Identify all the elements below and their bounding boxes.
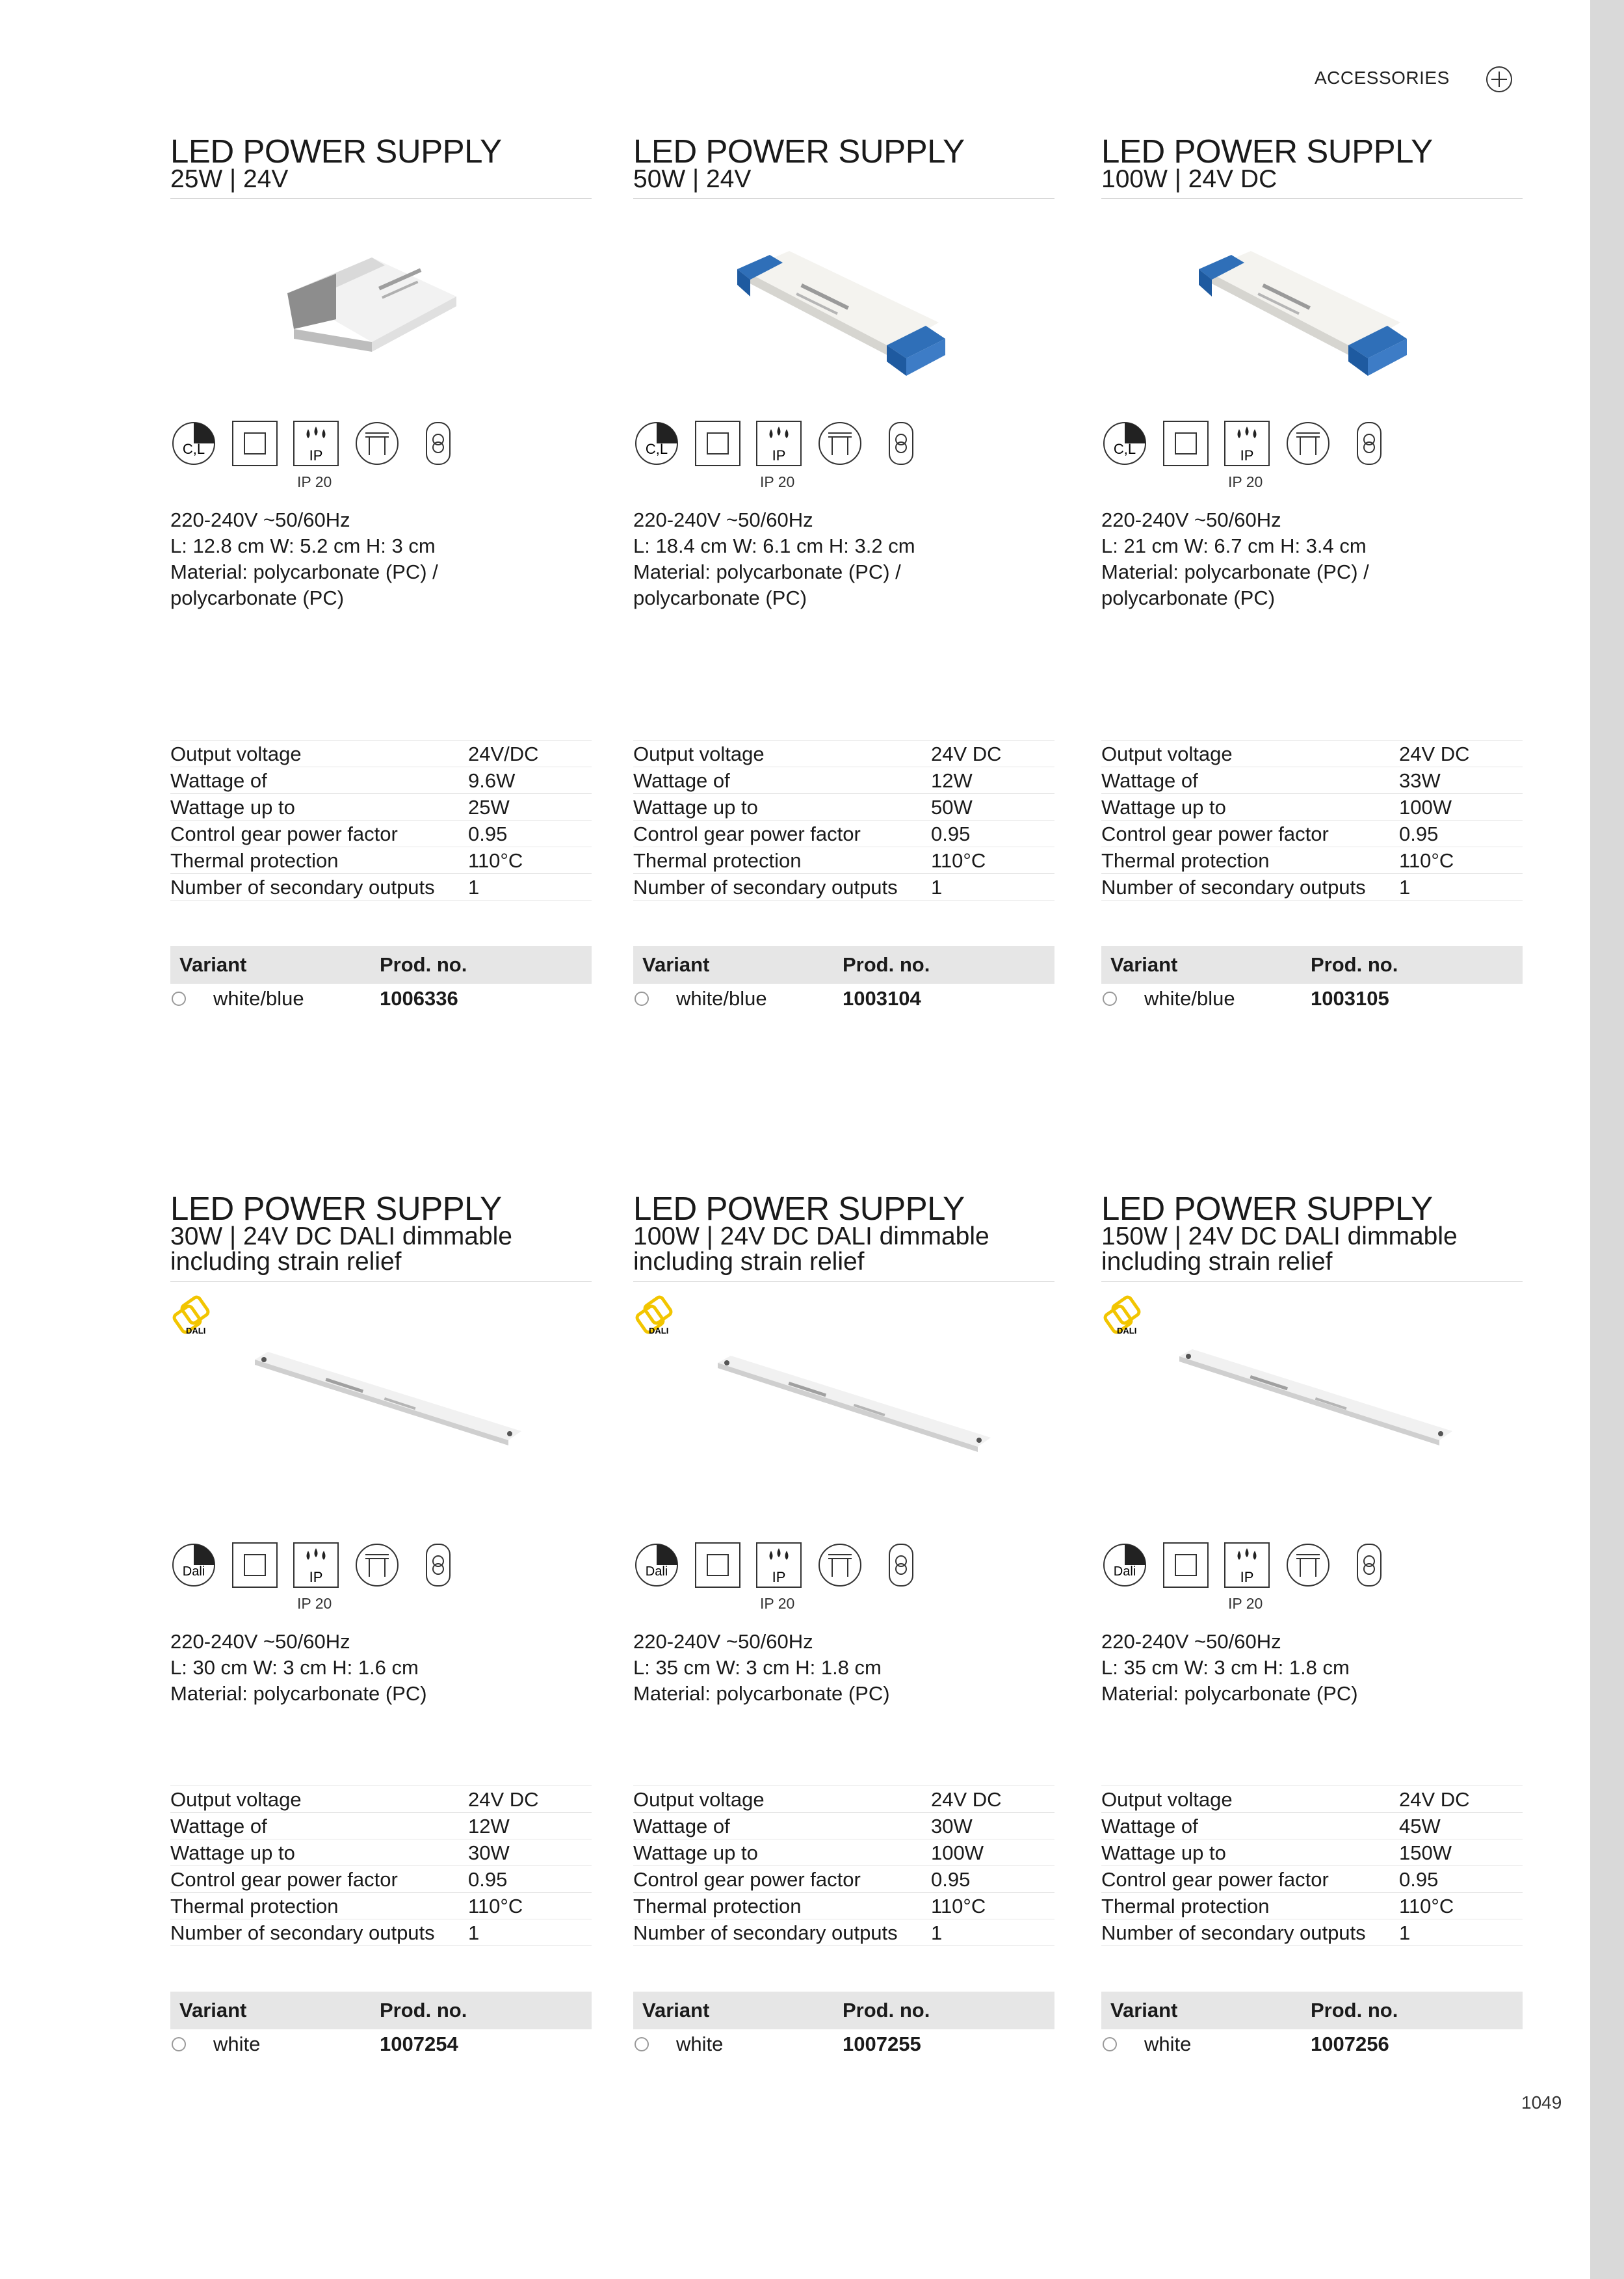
product-image — [170, 1282, 592, 1542]
product-subtitle: 30W | 24V DC DALI dimmable including strain relief — [170, 1222, 512, 1276]
transformer-symbol-icon — [1346, 420, 1393, 467]
variant-table-header: Variant Prod. no. — [1101, 946, 1523, 984]
spec-row: Output voltage 24V DC — [1101, 1786, 1523, 1813]
protection-class-icon — [694, 420, 741, 467]
svg-text:DALI: DALI — [1117, 1326, 1137, 1336]
spec-table — [170, 1785, 592, 2059]
transformer-symbol-icon — [415, 1542, 462, 1588]
power-supply-blue-image — [724, 225, 958, 381]
dimensions-text: L: 18.4 cm W: 6.1 cm H: 3.2 cm — [633, 534, 915, 557]
voltage-text: 220-240V ~50/60Hz — [170, 1630, 350, 1653]
protection-class-icon — [1162, 420, 1209, 467]
dali-logo-icon — [172, 1295, 220, 1343]
svg-text:DALI: DALI — [186, 1326, 206, 1336]
spec-row: Wattage of 12W — [633, 767, 1054, 794]
product-image — [633, 199, 1054, 420]
product-subtitle: 100W | 24V DC — [1101, 165, 1277, 193]
svg-text:DALI: DALI — [649, 1326, 669, 1336]
spec-row: Control gear power factor 0.95 — [633, 1866, 1054, 1893]
installation-icon — [354, 420, 400, 467]
dimensions-text: L: 21 cm W: 6.7 cm H: 3.4 cm — [1101, 534, 1367, 557]
product-description — [170, 507, 592, 611]
spec-row: Wattage up to 50W — [633, 794, 1054, 821]
category-label: ACCESSORIES — [1315, 68, 1450, 88]
material-text: Material: polycarbonate (PC) — [633, 1682, 890, 1705]
protection-class-icon — [231, 1542, 278, 1588]
product-image — [633, 1282, 1054, 1542]
product-description — [170, 1629, 592, 1707]
product-image — [1101, 1282, 1523, 1542]
spec-row: Wattage up to 100W — [633, 1839, 1054, 1866]
ip-rating-icon — [1224, 1542, 1270, 1588]
page-edge-tab — [1590, 0, 1624, 2279]
ip-rating-icon — [755, 1542, 802, 1588]
spec-row: Control gear power factor 0.95 — [1101, 1866, 1523, 1893]
product-subtitle: 100W | 24V DC DALI dimmable including strain relief — [633, 1222, 989, 1276]
variant-row: white 1007256 — [1101, 2029, 1523, 2059]
product-description — [1101, 1629, 1523, 1707]
spec-table — [1101, 740, 1523, 1014]
product-card — [633, 1190, 1054, 1707]
ip-rating-icon — [293, 420, 339, 467]
product-card — [1101, 1190, 1523, 1707]
variant-radio[interactable] — [172, 2037, 186, 2051]
dimming-cl-icon — [170, 420, 217, 467]
spec-row: Wattage of 30W — [633, 1813, 1054, 1839]
product-title: LED POWER SUPPLY — [1101, 133, 1433, 170]
spec-row: Number of secondary outputs 1 — [633, 1919, 1054, 1946]
spec-row: Number of secondary outputs 1 — [1101, 1919, 1523, 1946]
svg-text:IP: IP — [772, 1569, 786, 1585]
variant-row: white 1007254 — [170, 2029, 592, 2059]
variant-row: white/blue 1006336 — [170, 984, 592, 1014]
spec-row: Output voltage 24V DC — [633, 741, 1054, 767]
svg-text:IP: IP — [772, 447, 786, 464]
spec-row: Wattage of 9.6W — [170, 767, 592, 794]
spec-row: Thermal protection 110°C — [633, 847, 1054, 874]
transformer-symbol-icon — [415, 420, 462, 467]
svg-text:IP: IP — [1240, 447, 1254, 464]
spec-row: Thermal protection 110°C — [170, 1893, 592, 1919]
ip-rating-label: IP 20 — [1228, 473, 1263, 490]
installation-icon — [354, 1542, 400, 1588]
transformer-symbol-icon — [878, 1542, 924, 1588]
dimensions-text: L: 12.8 cm W: 5.2 cm H: 3 cm — [170, 534, 436, 557]
spec-row: Wattage up to 100W — [1101, 794, 1523, 821]
product-description — [633, 1629, 1054, 1707]
variant-table — [633, 946, 1054, 1014]
feature-icons — [633, 1542, 1054, 1613]
feature-icons — [633, 420, 1054, 492]
svg-text:IP: IP — [309, 447, 323, 464]
variant-table — [170, 1992, 592, 2059]
svg-text:IP: IP — [309, 1569, 323, 1585]
product-card — [1101, 133, 1523, 611]
product-subtitle: 50W | 24V — [633, 165, 752, 193]
spec-row: Number of secondary outputs 1 — [633, 874, 1054, 901]
material-text-cont: polycarbonate (PC) — [1101, 586, 1276, 609]
product-title: LED POWER SUPPLY — [633, 133, 965, 170]
dali-logo-icon — [635, 1295, 683, 1343]
ip-rating-label: IP 20 — [297, 1595, 332, 1612]
variant-table-header: Variant Prod. no. — [170, 1992, 592, 2029]
power-supply-slim-image — [248, 1321, 534, 1451]
feature-icons — [170, 1542, 592, 1613]
dimensions-text: L: 30 cm W: 3 cm H: 1.6 cm — [170, 1656, 419, 1679]
product-subtitle: 25W | 24V — [170, 165, 289, 193]
ip-rating-icon — [1224, 420, 1270, 467]
spec-row: Number of secondary outputs 1 — [170, 874, 592, 901]
spec-row: Output voltage 24V DC — [1101, 741, 1523, 767]
voltage-text: 220-240V ~50/60Hz — [633, 508, 813, 531]
spec-row: Wattage of 33W — [1101, 767, 1523, 794]
product-description — [1101, 507, 1523, 611]
dali-logo-icon — [1103, 1295, 1151, 1343]
variant-radio[interactable] — [172, 992, 186, 1006]
spec-row: Wattage up to 30W — [170, 1839, 592, 1866]
spec-row: Thermal protection 110°C — [1101, 1893, 1523, 1919]
protection-class-icon — [694, 1542, 741, 1588]
product-image — [1101, 199, 1523, 420]
svg-text:C,L: C,L — [645, 441, 668, 457]
svg-text:Dali: Dali — [1113, 1564, 1136, 1579]
voltage-text: 220-240V ~50/60Hz — [1101, 508, 1281, 531]
ip-rating-icon — [293, 1542, 339, 1588]
transformer-symbol-icon — [1346, 1542, 1393, 1588]
svg-text:C,L: C,L — [1113, 441, 1136, 457]
voltage-text: 220-240V ~50/60Hz — [633, 1630, 813, 1653]
svg-text:C,L: C,L — [182, 441, 205, 457]
material-text-cont: polycarbonate (PC) — [633, 586, 807, 609]
page-number: 1049 — [1521, 2092, 1562, 2113]
spec-row: Control gear power factor 0.95 — [633, 821, 1054, 847]
ip-rating-icon — [755, 420, 802, 467]
variant-radio[interactable] — [1103, 992, 1117, 1006]
product-title: LED POWER SUPPLY — [1101, 1190, 1433, 1227]
spec-table — [170, 740, 592, 1014]
spec-row: Output voltage 24V DC — [170, 1786, 592, 1813]
variant-radio[interactable] — [635, 2037, 649, 2051]
spec-row: Thermal protection 110°C — [170, 847, 592, 874]
feature-icons — [1101, 1542, 1523, 1613]
spec-row: Wattage of 45W — [1101, 1813, 1523, 1839]
installation-icon — [1285, 420, 1331, 467]
spec-row: Number of secondary outputs 1 — [1101, 874, 1523, 901]
variant-table-header: Variant Prod. no. — [1101, 1992, 1523, 2029]
dimming-dali-icon — [1101, 1542, 1148, 1588]
variant-radio[interactable] — [1103, 2037, 1117, 2051]
spec-row: Control gear power factor 0.95 — [1101, 821, 1523, 847]
spec-row: Wattage up to 25W — [170, 794, 592, 821]
spec-row: Wattage up to 150W — [1101, 1839, 1523, 1866]
dimming-cl-icon — [633, 420, 680, 467]
plus-circle-icon[interactable] — [1485, 65, 1513, 94]
ip-rating-label: IP 20 — [760, 473, 795, 490]
power-supply-gray-image — [274, 238, 469, 368]
dimensions-text: L: 35 cm W: 3 cm H: 1.8 cm — [1101, 1656, 1350, 1679]
feature-icons — [170, 420, 592, 492]
spec-row: Control gear power factor 0.95 — [170, 821, 592, 847]
variant-row: white/blue 1003104 — [633, 984, 1054, 1014]
product-image — [170, 199, 592, 420]
material-text: Material: polycarbonate (PC) — [1101, 1682, 1358, 1705]
power-supply-blue-image — [1186, 225, 1420, 381]
product-title: LED POWER SUPPLY — [633, 1190, 965, 1227]
spec-row: Thermal protection 110°C — [1101, 847, 1523, 874]
variant-table — [1101, 946, 1523, 1014]
dimensions-text: L: 35 cm W: 3 cm H: 1.8 cm — [633, 1656, 882, 1679]
product-description — [633, 507, 1054, 611]
voltage-text: 220-240V ~50/60Hz — [1101, 1630, 1281, 1653]
spec-row: Number of secondary outputs 1 — [170, 1919, 592, 1946]
material-text: Material: polycarbonate (PC) / — [1101, 560, 1369, 583]
variant-table — [170, 946, 592, 1014]
material-text: Material: polycarbonate (PC) — [170, 1682, 427, 1705]
power-supply-slim-image — [1173, 1321, 1459, 1451]
feature-icons — [1101, 420, 1523, 492]
spec-row: Thermal protection 110°C — [633, 1893, 1054, 1919]
svg-text:Dali: Dali — [182, 1564, 205, 1579]
spec-table — [1101, 1785, 1523, 2059]
variant-table — [1101, 1992, 1523, 2059]
variant-table-header: Variant Prod. no. — [170, 946, 592, 984]
variant-radio[interactable] — [635, 992, 649, 1006]
spec-row: Output voltage 24V DC — [633, 1786, 1054, 1813]
material-text: Material: polycarbonate (PC) / — [170, 560, 438, 583]
spec-row: Control gear power factor 0.95 — [170, 1866, 592, 1893]
ip-rating-label: IP 20 — [297, 473, 332, 490]
material-text: Material: polycarbonate (PC) / — [633, 560, 901, 583]
ip-rating-label: IP 20 — [760, 1595, 795, 1612]
power-supply-slim-image — [711, 1327, 997, 1457]
spec-row: Wattage of 12W — [170, 1813, 592, 1839]
svg-text:IP: IP — [1240, 1569, 1254, 1585]
spec-table — [633, 740, 1054, 1014]
dimming-cl-icon — [1101, 420, 1148, 467]
product-subtitle: 150W | 24V DC DALI dimmable including strain relief — [1101, 1222, 1458, 1276]
transformer-symbol-icon — [878, 420, 924, 467]
product-title: LED POWER SUPPLY — [170, 1190, 502, 1227]
product-card — [170, 1190, 592, 1707]
material-text-cont: polycarbonate (PC) — [170, 586, 345, 609]
dimming-dali-icon — [170, 1542, 217, 1588]
variant-row: white 1007255 — [633, 2029, 1054, 2059]
protection-class-icon — [231, 420, 278, 467]
variant-table — [633, 1992, 1054, 2059]
protection-class-icon — [1162, 1542, 1209, 1588]
variant-table-header: Variant Prod. no. — [633, 946, 1054, 984]
spec-table — [633, 1785, 1054, 2059]
installation-icon — [1285, 1542, 1331, 1588]
variant-table-header: Variant Prod. no. — [633, 1992, 1054, 2029]
ip-rating-label: IP 20 — [1228, 1595, 1263, 1612]
product-card — [633, 133, 1054, 611]
spec-row: Output voltage 24V/DC — [170, 741, 592, 767]
variant-row: white/blue 1003105 — [1101, 984, 1523, 1014]
installation-icon — [817, 1542, 863, 1588]
dimming-dali-icon — [633, 1542, 680, 1588]
product-title: LED POWER SUPPLY — [170, 133, 502, 170]
voltage-text: 220-240V ~50/60Hz — [170, 508, 350, 531]
product-card — [170, 133, 592, 611]
installation-icon — [817, 420, 863, 467]
svg-text:Dali: Dali — [645, 1564, 668, 1579]
